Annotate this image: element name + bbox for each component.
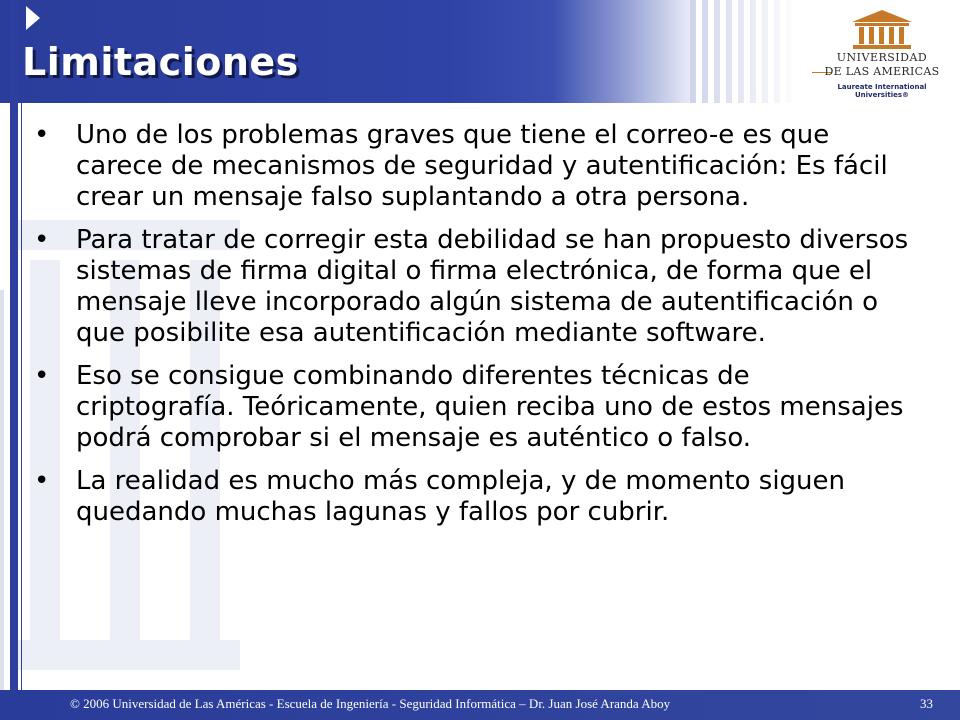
bullet-text: Eso se consigue combinando diferentes técnicas de criptografía. Teóricamente, quien reciba uno de estos mensajes podrá comprobar si el mensaje es auténtico o falso. [76,361,904,453]
slide-title: Limitaciones [22,40,299,84]
bullet-item [34,466,914,528]
logo-name-line1: UNIVERSIDAD [836,51,928,64]
footer-credits: © 2006 Universidad de Las Américas - Escuela de Ingeniería - Seguridad Informática – Dr. Juan José Aranda Aboy [70,696,671,711]
bullet-item [34,361,914,454]
bullet-icon: • [34,361,50,391]
logo-tagline: Laureate International Universities® [837,83,927,99]
bullet-list [34,120,914,528]
bullet-icon: • [34,466,50,496]
bullet-icon: • [34,225,50,255]
bullet-text: Uno de los problemas graves que tiene el correo-e es que carece de mecanismos de seguridad y autentificación: Es fácil crear un mensaje falso suplantando a otra persona. [76,120,888,212]
bullet-text: Para tratar de corregir esta debilidad se han propuesto diversos sistemas de firma digital o firma electrónica, de forma que el mensaje lleve incorporado algún sistema de autentificación o que posibilite esa autentificación mediante software. [76,225,909,348]
logo-name-line2: DE LAS AMERICAS [824,65,940,78]
slide-body [34,120,914,540]
play-triangle-icon [26,6,40,30]
page-number: 33 [920,696,933,711]
university-logo [812,8,952,100]
bullet-item [34,225,914,349]
bullet-icon: • [34,120,50,150]
bullet-text: La realidad es mucho más compleja, y de momento siguen quedando muchas lagunas y fallos por cubrir. [76,466,845,527]
header-fade-overlay [690,0,800,103]
bullet-item [34,120,914,213]
temple-icon [849,8,915,50]
